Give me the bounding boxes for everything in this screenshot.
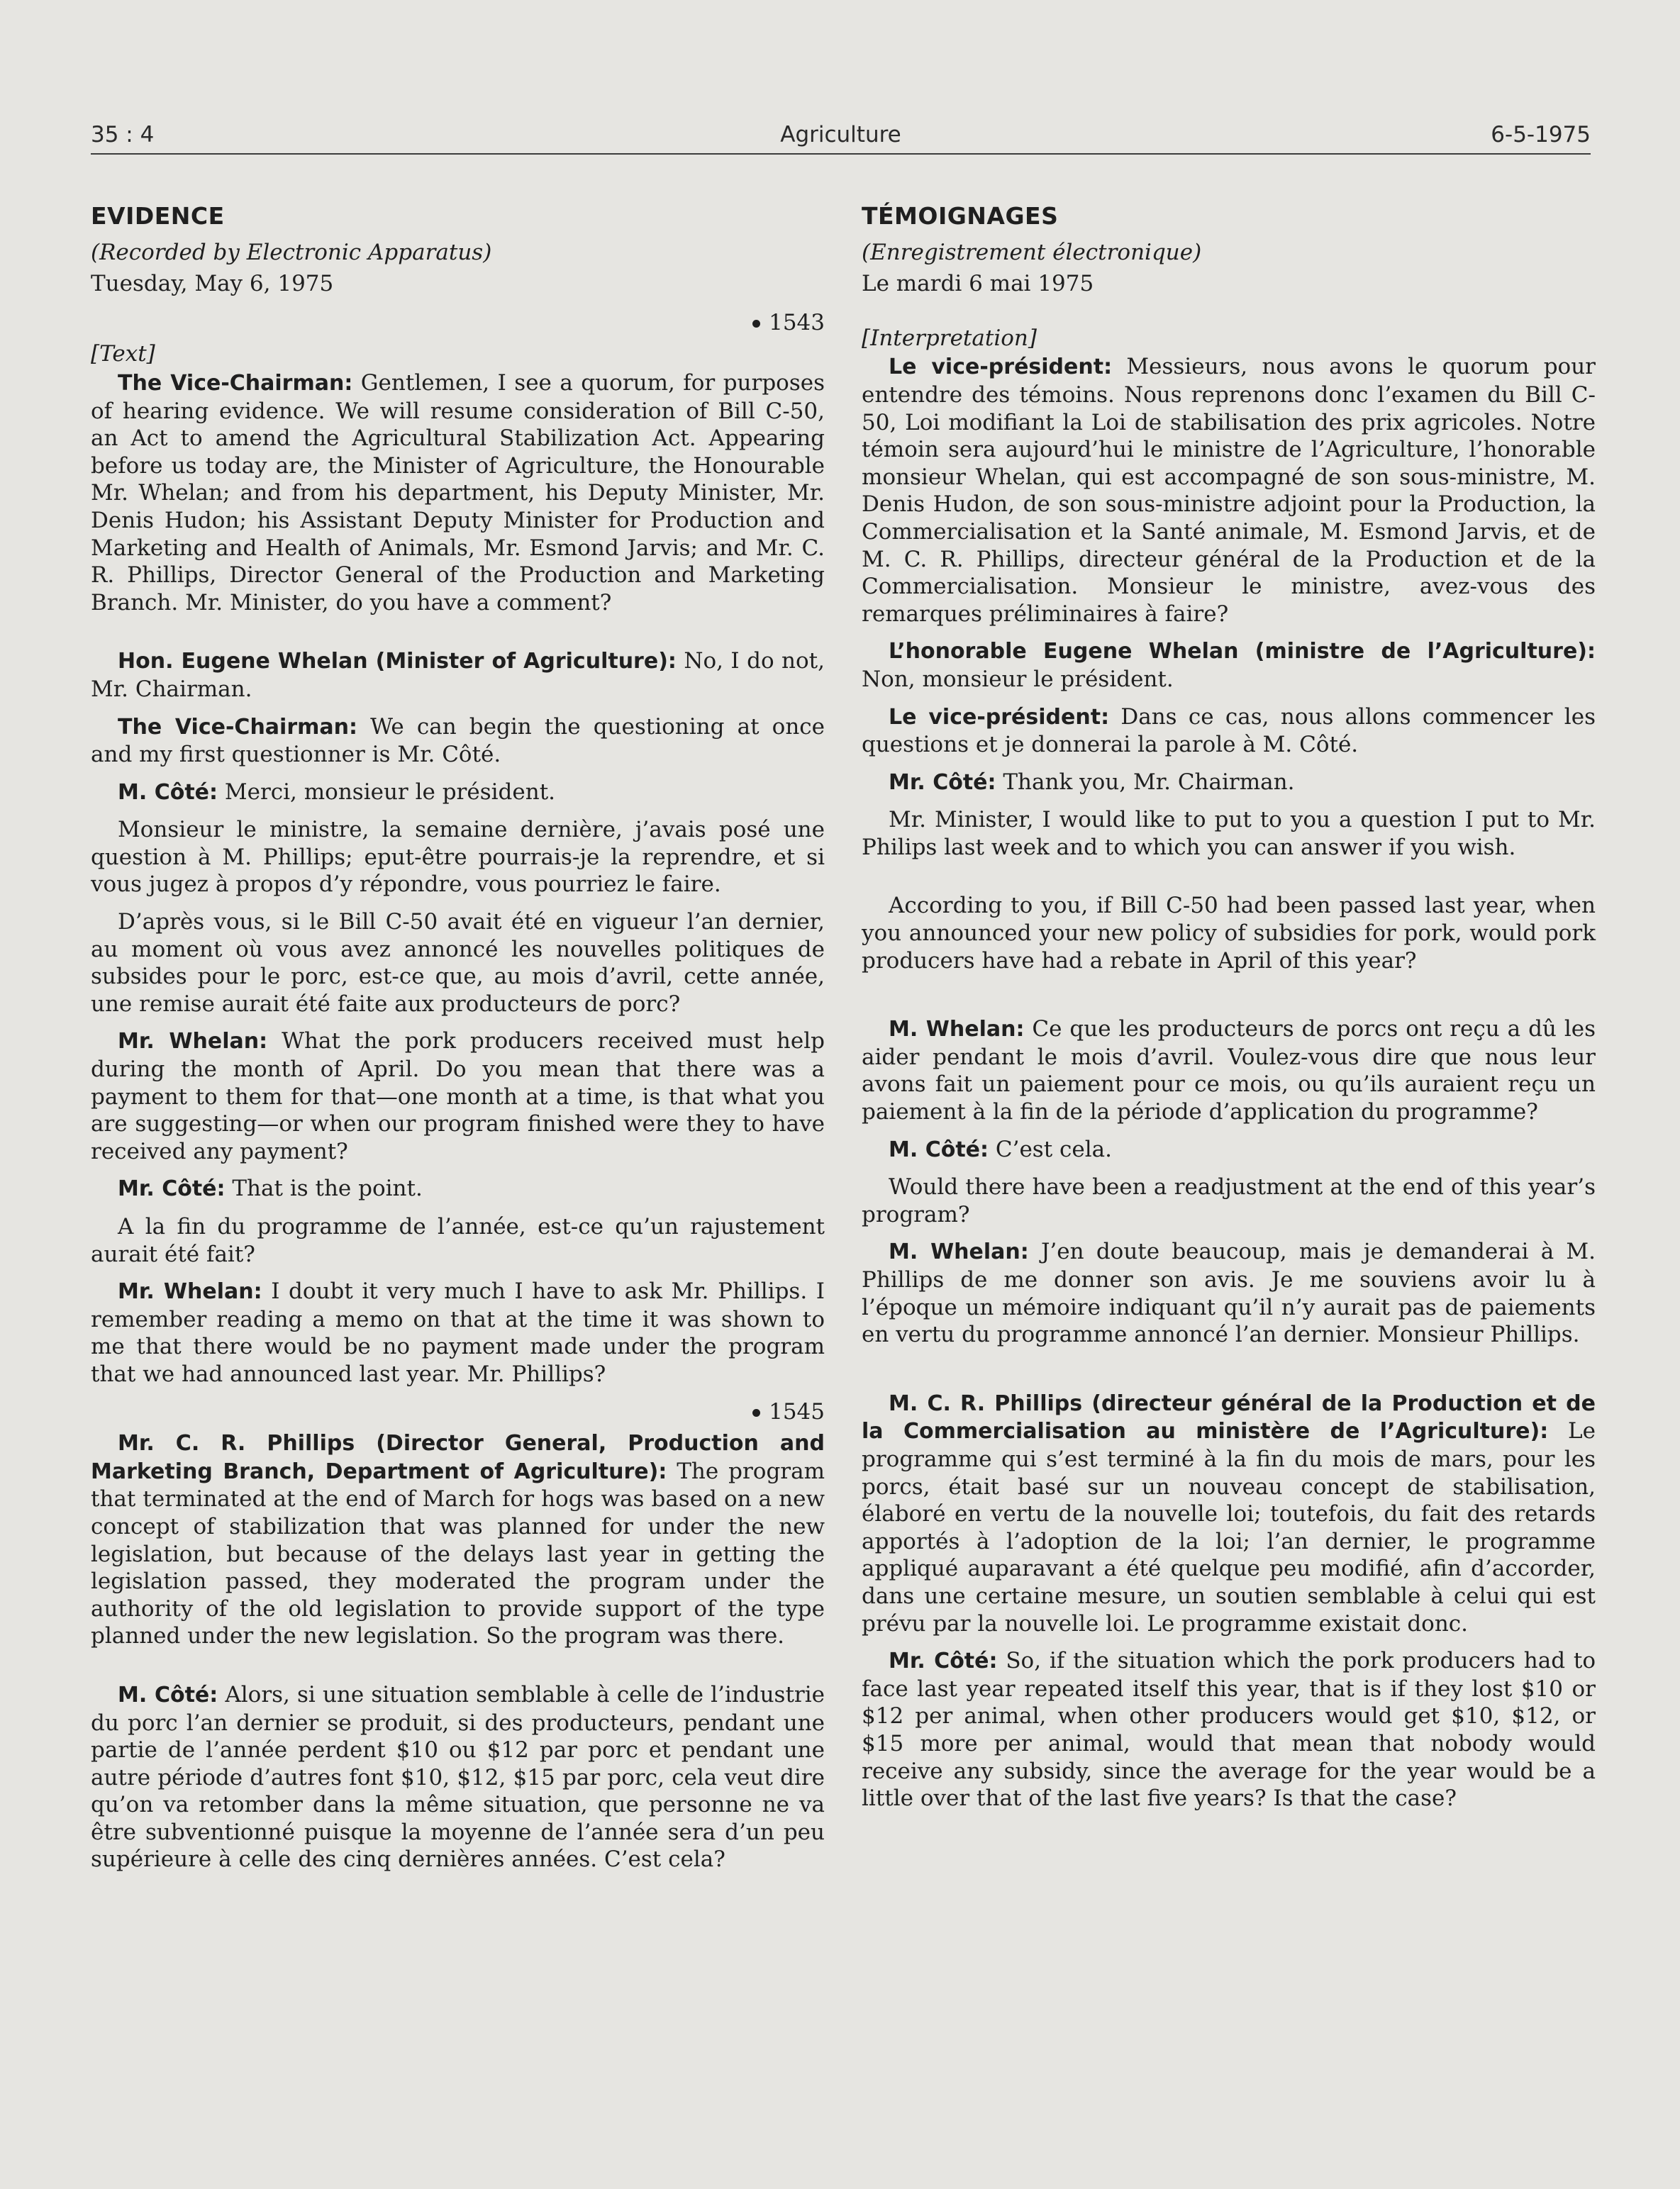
paragraph: Mr. C. R. Phillips (Director General, Production and Marketing Branch, Department of Agriculture): The program that terminated at the end of March for hogs was based on a new concept of stabilization that was planned for under the new legislation, but because of the delays last year in getting the legislation passed, they moderated the program under the authority of the old legislation to provide support of the type planned under the new legislation. So the program was there. bbox=[91, 1431, 825, 1649]
paragraph: M. C. R. Phillips (directeur général de la Production et de la Commercialisation au ministère de l’Agriculture): Le programme qui s’est terminé à la fin du mois de mars, pour les porcs, était basé sur un nouveau concept de stabilisation, élaboré en vertu de la nouvelle loi; toutefois, du fait des retards apportés à l’adoption de la loi; l’an dernier, le programme appliqué auparavant a été quelque peu modifié, afin d’accorder, dans une certaine mesure, un soutien semblable à celui qui est prévu par la nouvelle loi. Le programme existait donc. bbox=[862, 1391, 1596, 1637]
speaker: Le vice-président: bbox=[889, 704, 1110, 730]
paragraph: Mr. Whelan: What the pork producers received must help during the month of April. Do you mean that there was a payment to them for that—one month at a time, is that what you are suggesting—or when our program finished were they to have received any payment? bbox=[91, 1028, 825, 1164]
page-header bbox=[91, 119, 1591, 153]
speaker: Mr. C. R. Phillips (Director General, Production and Marketing Branch, Department of Agriculture): bbox=[91, 1431, 825, 1484]
paragraph: Mr. Côté: Thank you, Mr. Chairman. bbox=[889, 769, 1295, 795]
paragraph: Le vice-président: Dans ce cas, nous allons commencer les questions et je donnerai la parole à M. Côté. bbox=[862, 703, 1596, 758]
recording-note: (Enregistrement électronique) bbox=[862, 239, 1202, 265]
speaker: Mr. Whelan: bbox=[118, 1279, 262, 1305]
time-marker: 1543 bbox=[91, 309, 825, 337]
speaker: The Vice-Chairman: bbox=[118, 370, 353, 396]
paragraph: Le vice-président: Messieurs, nous avons le quorum pour entendre des témoins. Nous reprenons donc l’examen du Bill C-50, Loi modifiant la Loi de stabilisation des prix agricoles. Notre témoin sera aujourd’hui le ministre de l’Agriculture, l’honorable monsieur Whelan, qui est accompagné de son sous-ministre, M. Denis Hudon, de son sous-ministre adjoint pour la Production, la Commercialisation et la Santé animale, M. Esmond Jarvis, et de M. C. R. Phillips, directeur général de la Production et de la Commercialisation. Monsieur le ministre, avez-vous des remarques préliminaires à faire? bbox=[862, 354, 1596, 627]
sitting-date: Tuesday, May 6, 1975 bbox=[91, 271, 334, 297]
section-heading: TÉMOIGNAGES bbox=[862, 202, 1059, 230]
section-heading: EVIDENCE bbox=[91, 202, 225, 230]
paragraph: L’honorable Eugene Whelan (ministre de l’Agriculture): Non, monsieur le président. bbox=[862, 639, 1596, 692]
paragraph: Monsieur le ministre, la semaine dernière, j’avais posé une question à M. Phillips; eput-être pourrais-je la reprendre, et si vous jugez à propos d’y répondre, vous pourriez le faire. bbox=[91, 817, 825, 898]
paragraph: The Vice-Chairman: We can begin the questioning at once and my first questionner is Mr. Côté. bbox=[91, 713, 825, 768]
paragraph: Would there have been a readjustment at the end of this year’s program? bbox=[862, 1174, 1596, 1227]
paragraph: M. Côté: Alors, si une situation semblable à celle de l’industrie du porc l’an dernier se produit, si des producteurs, pendant une partie de l’année perdent $10 ou $12 par porc et pendant une autre période d’autres font $10, $12, $15 par porc, cela veut dire qu’on va retomber dans la même situation, que personne ne va être subventionné puisque la moyenne de l’année sera d’un peu supérieure à celle des cinq dernières années. C’est cela? bbox=[91, 1681, 825, 1873]
header-rule bbox=[91, 153, 1591, 155]
paragraph: Mr. Côté: That is the point. bbox=[118, 1176, 423, 1202]
paragraph: A la fin du programme de l’année, est-ce qu’un rajustement aurait été fait? bbox=[91, 1214, 825, 1267]
paragraph: M. Whelan: Ce que les producteurs de porcs ont reçu a dû les aider pendant le mois d’avril. Voulez-vous dire que nous leur avons fait un paiement pour ce mois, ou qu’ils auraient reçu un paiement à la fin de la période d’application du programme? bbox=[862, 1016, 1596, 1125]
speaker: Mr. Côté: bbox=[889, 1649, 998, 1674]
speaker: Hon. Eugene Whelan (Minister of Agriculture): bbox=[118, 649, 677, 674]
bullet-icon bbox=[752, 320, 760, 328]
speaker: Mr. Côté: bbox=[889, 769, 996, 795]
speaker: Mr. Whelan: bbox=[118, 1029, 268, 1054]
time-marker: 1545 bbox=[91, 1398, 825, 1426]
speaker: M. Whelan: bbox=[889, 1017, 1025, 1042]
paragraph: Mr. Côté: So, if the situation which the pork producers had to face last year repeated itself this year, that is if they lost $10 or $12 per animal, when other producers would get $10, $12, or $15 more per animal, would that mean that nobody would receive any subsidy, since the average for the year would be a little over that of the last five years? Is that the case? bbox=[862, 1648, 1596, 1812]
paragraph: The Vice-Chairman: Gentlemen, I see a quorum, for purposes of hearing evidence. We will resume consideration of Bill C-50, an Act to amend the Agricultural Stabilization Act. Appearing before us today are, the Minister of Agriculture, the Honourable Mr. Whelan; and from his department, his Deputy Minister, Mr. Denis Hudon; his Assistant Deputy Minister for Production and Marketing and Health of Animals, Mr. Esmond Jarvis; and Mr. C. R. Phillips, Director General of the Production and Marketing Branch. Mr. Minister, do you have a comment? bbox=[91, 369, 825, 616]
header-date: 6-5-1975 bbox=[1491, 122, 1591, 147]
bullet-icon bbox=[752, 1409, 760, 1417]
paragraph: D’après vous, si le Bill C-50 avait été en vigueur l’an dernier, au moment où vous avez annoncé les nouvelles politiques de subsides pour le porc, est-ce que, au mois d’avril, cette année, une remise aurait été faite aux producteurs de porc? bbox=[91, 909, 825, 1017]
recording-note: (Recorded by Electronic Apparatus) bbox=[91, 239, 492, 265]
paragraph: According to you, if Bill C-50 had been passed last year, when you announced your new policy of subsidies for pork, would pork producers have had a rebate in April of this year? bbox=[862, 893, 1596, 974]
speaker: M. C. R. Phillips (directeur général de la Production et de la Commercialisation au ministère de l’Agriculture): bbox=[862, 1391, 1596, 1444]
speaker: The Vice-Chairman: bbox=[118, 714, 357, 740]
column-french bbox=[862, 199, 1596, 1822]
paragraph: Mr. Whelan: I doubt it very much I have to ask Mr. Phillips. I remember reading a memo on that at the time it was shown to me that there would be no payment made under the program that we had announced last year. Mr. Phillips? bbox=[91, 1279, 825, 1387]
paragraph: M. Côté: Merci, monsieur le président. bbox=[118, 779, 556, 805]
speaker: M. Côté: bbox=[889, 1137, 989, 1162]
speaker: L’honorable Eugene Whelan (ministre de l’Agriculture): bbox=[889, 639, 1596, 664]
language-tag: [Text] bbox=[91, 341, 155, 367]
page-number: 35 : 4 bbox=[91, 122, 155, 147]
paragraph: Hon. Eugene Whelan (Minister of Agriculture): No, I do not, Mr. Chairman. bbox=[91, 648, 825, 702]
speaker: Le vice-président: bbox=[889, 355, 1113, 380]
header-title: Agriculture bbox=[780, 122, 901, 147]
speaker: M. Whelan: bbox=[889, 1240, 1029, 1265]
paragraph: M. Whelan: J’en doute beaucoup, mais je demanderai à M. Phillips de me donner son avis. Je me souviens avoir lu à l’époque un mémoire indiquant qu’il n’y aurait pas de paiements en vertu du programme annoncé l’an dernier. Monsieur Phillips. bbox=[862, 1239, 1596, 1348]
speaker: M. Côté: bbox=[118, 1682, 218, 1708]
language-tag: [Interpretation] bbox=[862, 325, 1037, 351]
paragraph: Mr. Minister, I would like to put to you a question I put to Mr. Philips last week and to which you can answer if you wish. bbox=[862, 807, 1596, 860]
sitting-date: Le mardi 6 mai 1975 bbox=[862, 271, 1094, 297]
speaker: Mr. Côté: bbox=[118, 1176, 226, 1202]
speaker: M. Côté: bbox=[118, 779, 218, 805]
column-english bbox=[91, 199, 825, 1883]
paragraph: M. Côté: C’est cela. bbox=[889, 1136, 1112, 1162]
